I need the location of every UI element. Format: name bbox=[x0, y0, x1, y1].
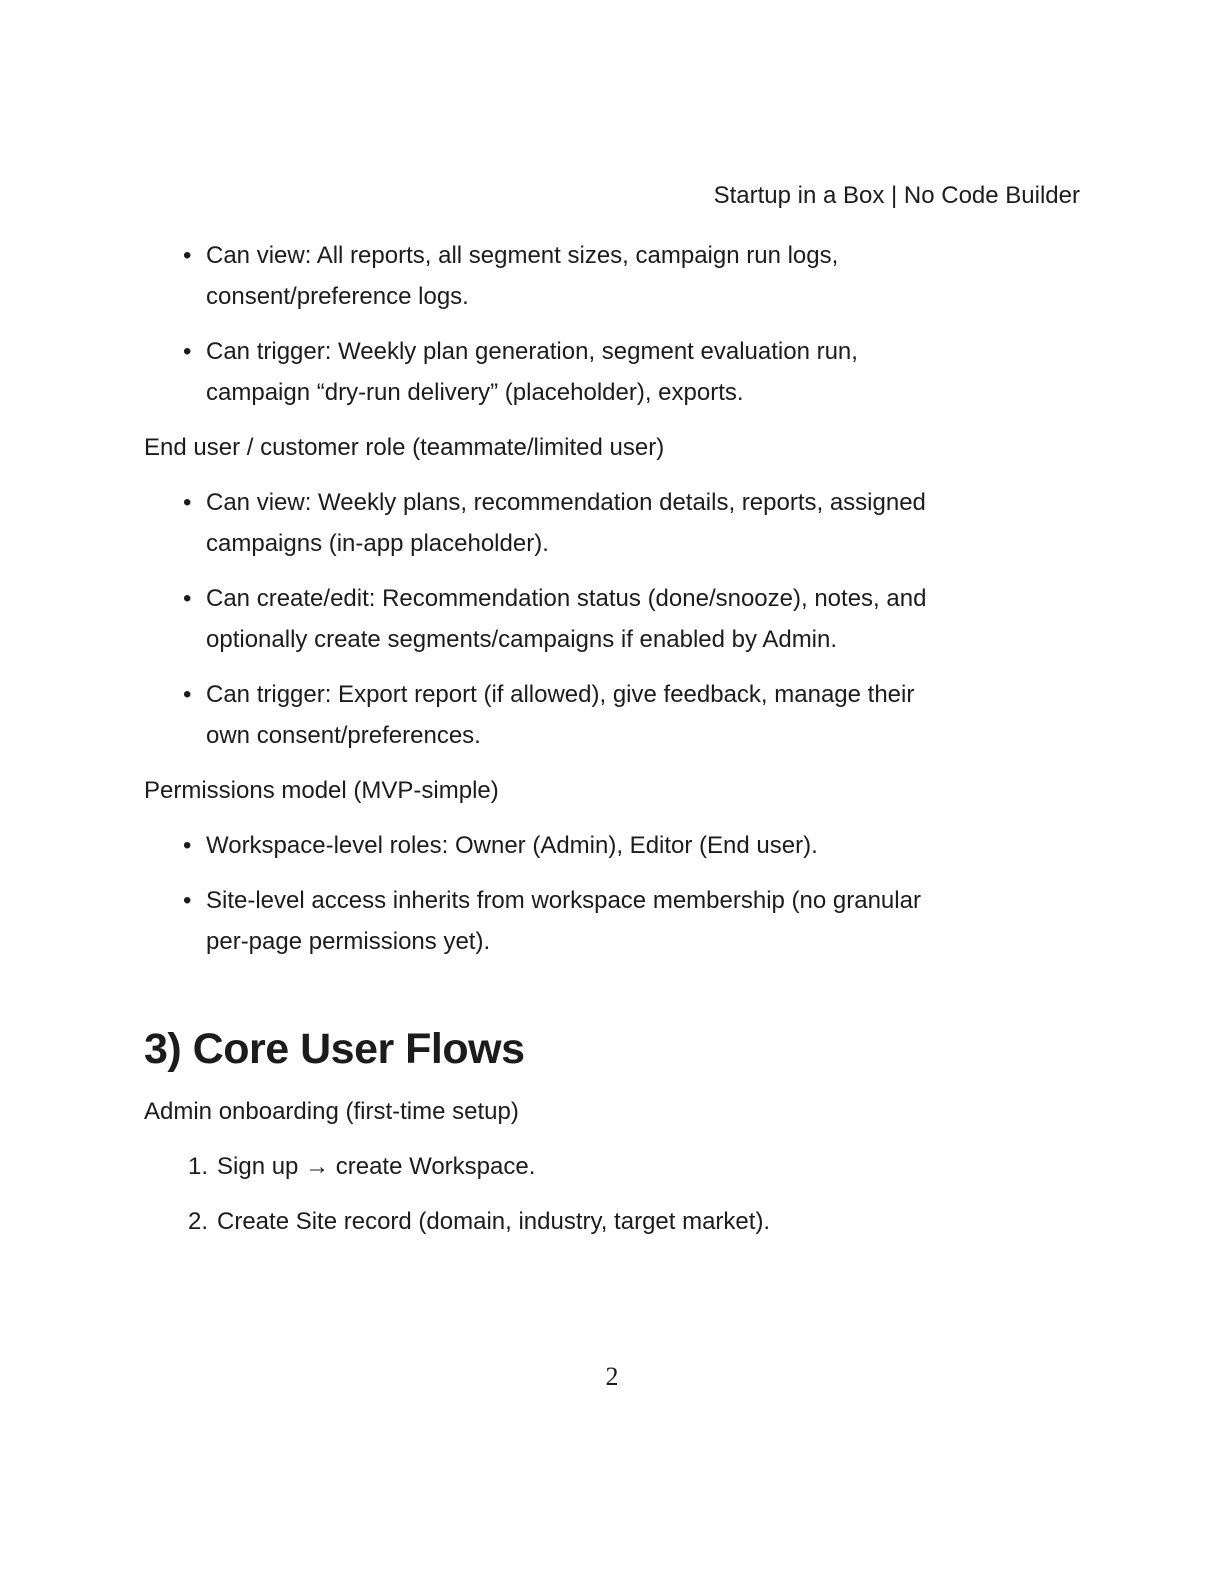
list-item-text: consent/preference logs. bbox=[206, 283, 469, 310]
numbered-step bbox=[144, 1146, 1080, 1187]
list-item bbox=[144, 235, 1080, 317]
list-item-text: Can view: All reports, all segment sizes, campaign run logs, bbox=[206, 242, 839, 269]
list-item-text: Site-level access inherits from workspace membership (no granular bbox=[206, 887, 921, 914]
list-item bbox=[144, 880, 1080, 962]
list-item bbox=[144, 482, 1080, 564]
bullet-icon: • bbox=[183, 832, 192, 859]
list-item bbox=[144, 674, 1080, 756]
list-item-text: optionally create segments/campaigns if enabled by Admin. bbox=[206, 626, 838, 653]
list-item bbox=[144, 578, 1080, 660]
step-number: 2. bbox=[188, 1208, 209, 1235]
list-item-text: campaign “dry-run delivery” (placeholder), exports. bbox=[206, 379, 744, 406]
list-item-text: Can create/edit: Recommendation status (done/snooze), notes, and bbox=[206, 585, 927, 612]
section-heading-end-user-role: End user / customer role (teammate/limited user) bbox=[144, 434, 665, 461]
document-body bbox=[144, 235, 1080, 1242]
section-heading-admin-onboarding: Admin onboarding (first-time setup) bbox=[144, 1098, 519, 1125]
document-header-title: Startup in a Box | No Code Builder bbox=[713, 182, 1080, 209]
step-number: 1. bbox=[188, 1153, 209, 1180]
list-item-text: Workspace-level roles: Owner (Admin), Editor (End user). bbox=[206, 832, 818, 859]
step-text: Create Site record (domain, industry, target market). bbox=[217, 1208, 771, 1235]
list-item-text: campaigns (in-app placeholder). bbox=[206, 530, 549, 557]
bullet-icon: • bbox=[183, 887, 192, 914]
list-item bbox=[144, 331, 1080, 413]
bullet-icon: • bbox=[183, 338, 192, 365]
list-item-text: Can view: Weekly plans, recommendation details, reports, assigned bbox=[206, 489, 926, 516]
list-item-text: per-page permissions yet). bbox=[206, 928, 491, 955]
page-number: 2 bbox=[605, 1362, 619, 1391]
bullet-icon: • bbox=[183, 585, 192, 612]
bullet-icon: • bbox=[183, 489, 192, 516]
numbered-step bbox=[144, 1201, 1080, 1242]
list-item bbox=[144, 825, 1080, 866]
section-heading-permissions-model: Permissions model (MVP-simple) bbox=[144, 777, 499, 804]
list-item-text: Can trigger: Weekly plan generation, segment evaluation run, bbox=[206, 338, 858, 365]
bullet-icon: • bbox=[183, 242, 192, 269]
bullet-icon: • bbox=[183, 681, 192, 708]
list-item-text: Can trigger: Export report (if allowed), give feedback, manage their bbox=[206, 681, 915, 708]
step-text: Sign up → create Workspace. bbox=[217, 1153, 536, 1180]
main-heading-core-user-flows: 3) Core User Flows bbox=[144, 1025, 525, 1073]
list-item-text: own consent/preferences. bbox=[206, 722, 481, 749]
